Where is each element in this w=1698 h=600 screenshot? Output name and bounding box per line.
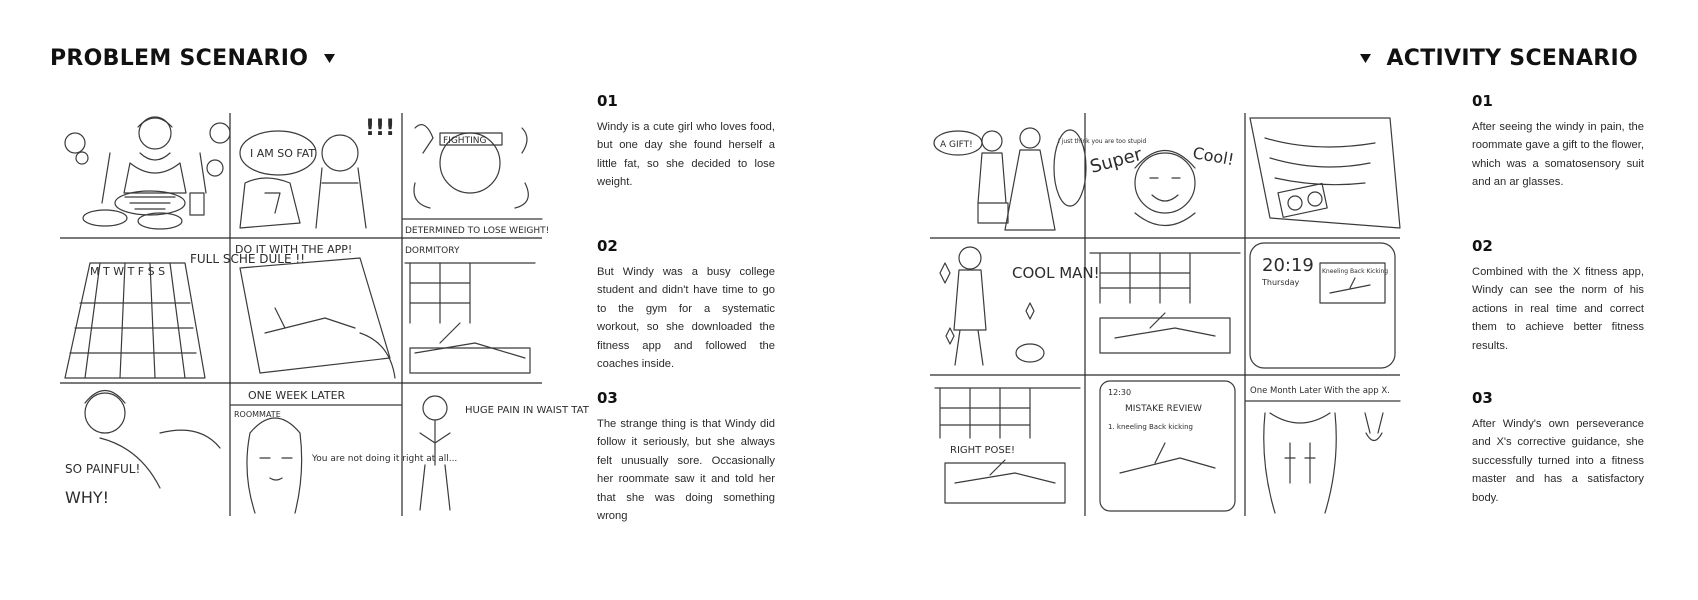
panel-dormitory	[405, 246, 535, 373]
activity-step-3	[1472, 389, 1644, 507]
triangle-down-icon	[1358, 52, 1372, 66]
full-schedule-text: FULL SCHE DULE !!	[190, 252, 306, 266]
step-number: 01	[597, 92, 618, 110]
dormitory-label: DORMITORY	[405, 246, 460, 256]
panel-huge-pain	[420, 396, 590, 510]
step-number: 03	[1472, 389, 1493, 407]
panel-mistake-review	[1100, 381, 1235, 511]
problem-step-3	[597, 389, 775, 525]
panel-one-month-later	[1245, 386, 1400, 513]
problem-scenario-title-text: PROBLEM SCENARIO	[50, 46, 309, 71]
problem-storyboard-sketch	[60, 113, 589, 516]
do-it-with-app-caption: DO IT WITH THE APP!	[235, 243, 353, 256]
one-month-later-caption: One Month Later With the app X.	[1250, 386, 1390, 396]
step-description: After Windy's own perseverance and X's corrective guidance, she successfully turned into a fitness master and has a satisfactory body.	[1472, 418, 1644, 504]
mistake-review-item: 1. kneeling Back kicking	[1108, 423, 1193, 431]
step-description: But Windy was a busy college student and didn't have time to go to the gym for a systematic workout, so she downloaded the fitness app and followed the coaches inside.	[597, 266, 775, 371]
review-time: 12:30	[1108, 388, 1132, 397]
cool-man-text: COOL MAN!	[1012, 264, 1100, 282]
activity-storyboard-sketch	[930, 113, 1400, 516]
one-week-later-caption: ONE WEEK LATER	[248, 389, 346, 402]
panel-dorm-workout	[1090, 253, 1240, 353]
super-text: Super	[1087, 143, 1145, 178]
panel-fighting	[402, 125, 549, 236]
so-painful-text: SO PAINFUL!	[65, 462, 141, 476]
problem-scenario-title	[50, 46, 336, 71]
roommate-label: ROOMMATE	[234, 410, 281, 419]
step-description: The strange thing is that Windy did follow it seriously, but she always felt unusually sore. Occasionally her roommate saw it and told her that she was doing something wrong	[597, 418, 775, 523]
problem-storyboard	[60, 113, 589, 516]
step-description: Combined with the X fitness app, Windy can see the norm of his actions in real time and correct them to achieve better fitness results.	[1472, 266, 1644, 352]
activity-step-2	[1472, 237, 1644, 355]
right-pose-text: RIGHT POSE!	[950, 445, 1016, 456]
panel-super-cool	[1088, 143, 1236, 225]
fat-bubble-text: I AM SO FAT	[250, 147, 316, 160]
panel-so-painful	[65, 391, 220, 508]
activity-scenario-title	[1358, 46, 1638, 71]
phone-time: 20:19	[1262, 255, 1314, 276]
cool-text: Cool!	[1191, 143, 1236, 170]
mistake-review-title: MISTAKE REVIEW	[1125, 404, 1202, 414]
step-number: 02	[1472, 237, 1493, 255]
triangle-down-icon	[322, 52, 336, 66]
step-description: After seeing the windy in pain, the roommate gave a gift to the flower, which was a somatosensory suit and an ar glasses.	[1472, 121, 1644, 189]
activity-scenario-title-text: ACTIVITY SCENARIO	[1386, 46, 1638, 71]
step-number: 01	[1472, 92, 1493, 110]
exclaim-text: !!!	[365, 116, 396, 141]
phone-app-label: Kneeling Back Kicking	[1322, 268, 1389, 275]
step-description: Windy is a cute girl who loves food, but one day she found herself a little fat, so she decided to lose weight.	[597, 121, 775, 189]
panel-i-am-fat	[240, 116, 395, 228]
panel-schedule	[65, 252, 305, 378]
panel-phone-app	[1250, 243, 1395, 368]
panel-girl-eating	[65, 117, 230, 229]
phone-day: Thursday	[1262, 278, 1300, 287]
step-number: 02	[597, 237, 618, 255]
panel-a-gift	[934, 128, 1146, 230]
think-bubble: I just think you are too stupid	[1058, 138, 1147, 145]
problem-step-2	[597, 237, 775, 373]
determined-caption: DETERMINED TO LOSE WEIGHT!	[405, 226, 550, 236]
headband-text: FIGHTING	[443, 136, 487, 146]
activity-storyboard	[930, 113, 1400, 516]
panel-cool-man	[940, 247, 1100, 365]
panel-right-pose	[935, 388, 1080, 503]
roommate-speech-text: You are not doing it right at all...	[312, 454, 458, 464]
huge-pain-text: HUGE PAIN IN WAIST TAT	[465, 405, 589, 416]
panel-gift-box	[1250, 118, 1400, 228]
weekday-text: M T W T F S S	[90, 265, 166, 278]
why-text: WHY!	[65, 488, 110, 507]
problem-step-1	[597, 92, 775, 192]
a-gift-bubble: A GIFT!	[940, 140, 973, 150]
activity-step-1	[1472, 92, 1644, 192]
step-number: 03	[597, 389, 618, 407]
